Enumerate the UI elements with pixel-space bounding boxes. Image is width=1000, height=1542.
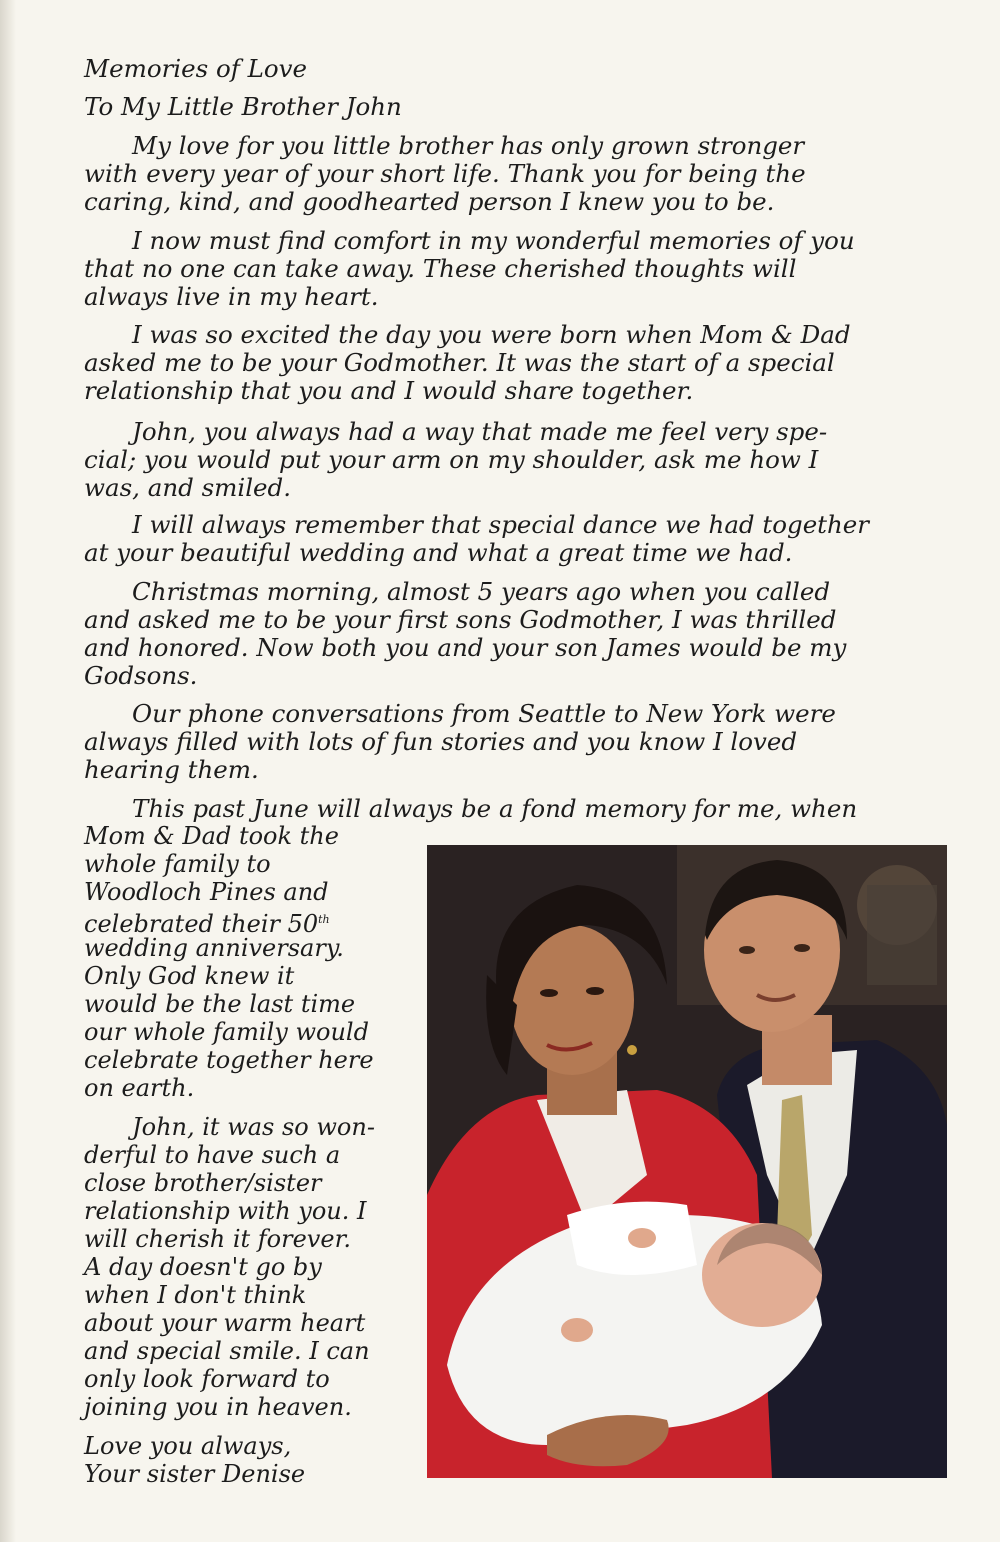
paragraph-line: Our phone conversations from Seattle to New York were — [132, 699, 836, 728]
side-line: our whole family would — [84, 1018, 369, 1046]
side-line: derful to have such a — [84, 1141, 341, 1169]
paragraph-line: I was so excited the day you were born when Mom & Dad — [132, 320, 851, 349]
side-line-text: celebrated their 50 — [84, 910, 319, 938]
paragraph-line: was, and smiled. — [84, 473, 292, 502]
side-line: wedding anniversary. — [84, 934, 344, 962]
paragraph-line: relationship that you and I would share together. — [84, 376, 694, 405]
side-line: about your warm heart — [84, 1309, 366, 1337]
side-line: would be the last time — [84, 990, 356, 1018]
closing-line: Love you always, — [84, 1432, 292, 1460]
side-line: Mom & Dad took the — [84, 822, 339, 850]
side-line: relationship with you. I — [84, 1197, 367, 1225]
paragraph-line: and asked me to be your first sons Godmother, I was thrilled — [84, 605, 837, 634]
paragraph-line: and honored. Now both you and your son James would be my — [84, 633, 847, 662]
paragraph-line: always filled with lots of fun stories and you know I loved — [84, 727, 798, 756]
side-line: only look forward to — [84, 1365, 330, 1393]
paragraph-line: with every year of your short life. Thank you for being the — [84, 159, 806, 188]
paragraph-line: Godsons. — [84, 661, 198, 690]
paragraph-line: that no one can take away. These cherished thoughts will — [84, 254, 797, 283]
side-line: John, it was so won- — [132, 1113, 375, 1141]
side-line: Only God knew it — [84, 962, 295, 990]
side-line: joining you in heaven. — [84, 1393, 352, 1421]
side-line: on earth. — [84, 1074, 195, 1102]
side-line: whole family to — [84, 850, 271, 878]
ordinal-superscript: th — [318, 913, 330, 926]
paragraph-line: This past June will always be a fond memory for me, when — [132, 794, 858, 823]
family-photograph — [427, 845, 947, 1478]
side-line: close brother/sister — [84, 1169, 322, 1197]
photograph-illustration — [427, 845, 947, 1478]
paragraph-line: I now must find comfort in my wonderful memories of you — [132, 226, 855, 255]
paragraph-line: hearing them. — [84, 755, 259, 784]
paragraph-line: asked me to be your Godmother. It was the start of a special — [84, 348, 835, 377]
paragraph-line: cial; you would put your arm on my shoulder, ask me how I — [84, 445, 819, 474]
page-heading: To My Little Brother John — [84, 92, 402, 121]
side-line: when I don't think — [84, 1281, 307, 1309]
side-line: Woodloch Pines and — [84, 878, 329, 906]
side-line: A day doesn't go by — [84, 1253, 322, 1281]
side-line: and special smile. I can — [84, 1337, 370, 1365]
paragraph-line: caring, kind, and goodhearted person I knew you to be. — [84, 187, 775, 216]
signature-line: Your sister Denise — [84, 1460, 306, 1488]
side-line: will cherish it forever. — [84, 1225, 352, 1253]
paragraph-line: John, you always had a way that made me feel very spe- — [132, 417, 828, 446]
paragraph-line: My love for you little brother has only grown stronger — [132, 131, 805, 160]
paragraph-line: Christmas morning, almost 5 years ago when you called — [132, 577, 831, 606]
paragraph-line: always live in my heart. — [84, 282, 379, 311]
paragraph-line: at your beautiful wedding and what a great time we had. — [84, 538, 793, 567]
side-line: celebrate together here — [84, 1046, 374, 1074]
page-title: Memories of Love — [84, 54, 307, 83]
paragraph-line: I will always remember that special dance we had together — [132, 510, 870, 539]
